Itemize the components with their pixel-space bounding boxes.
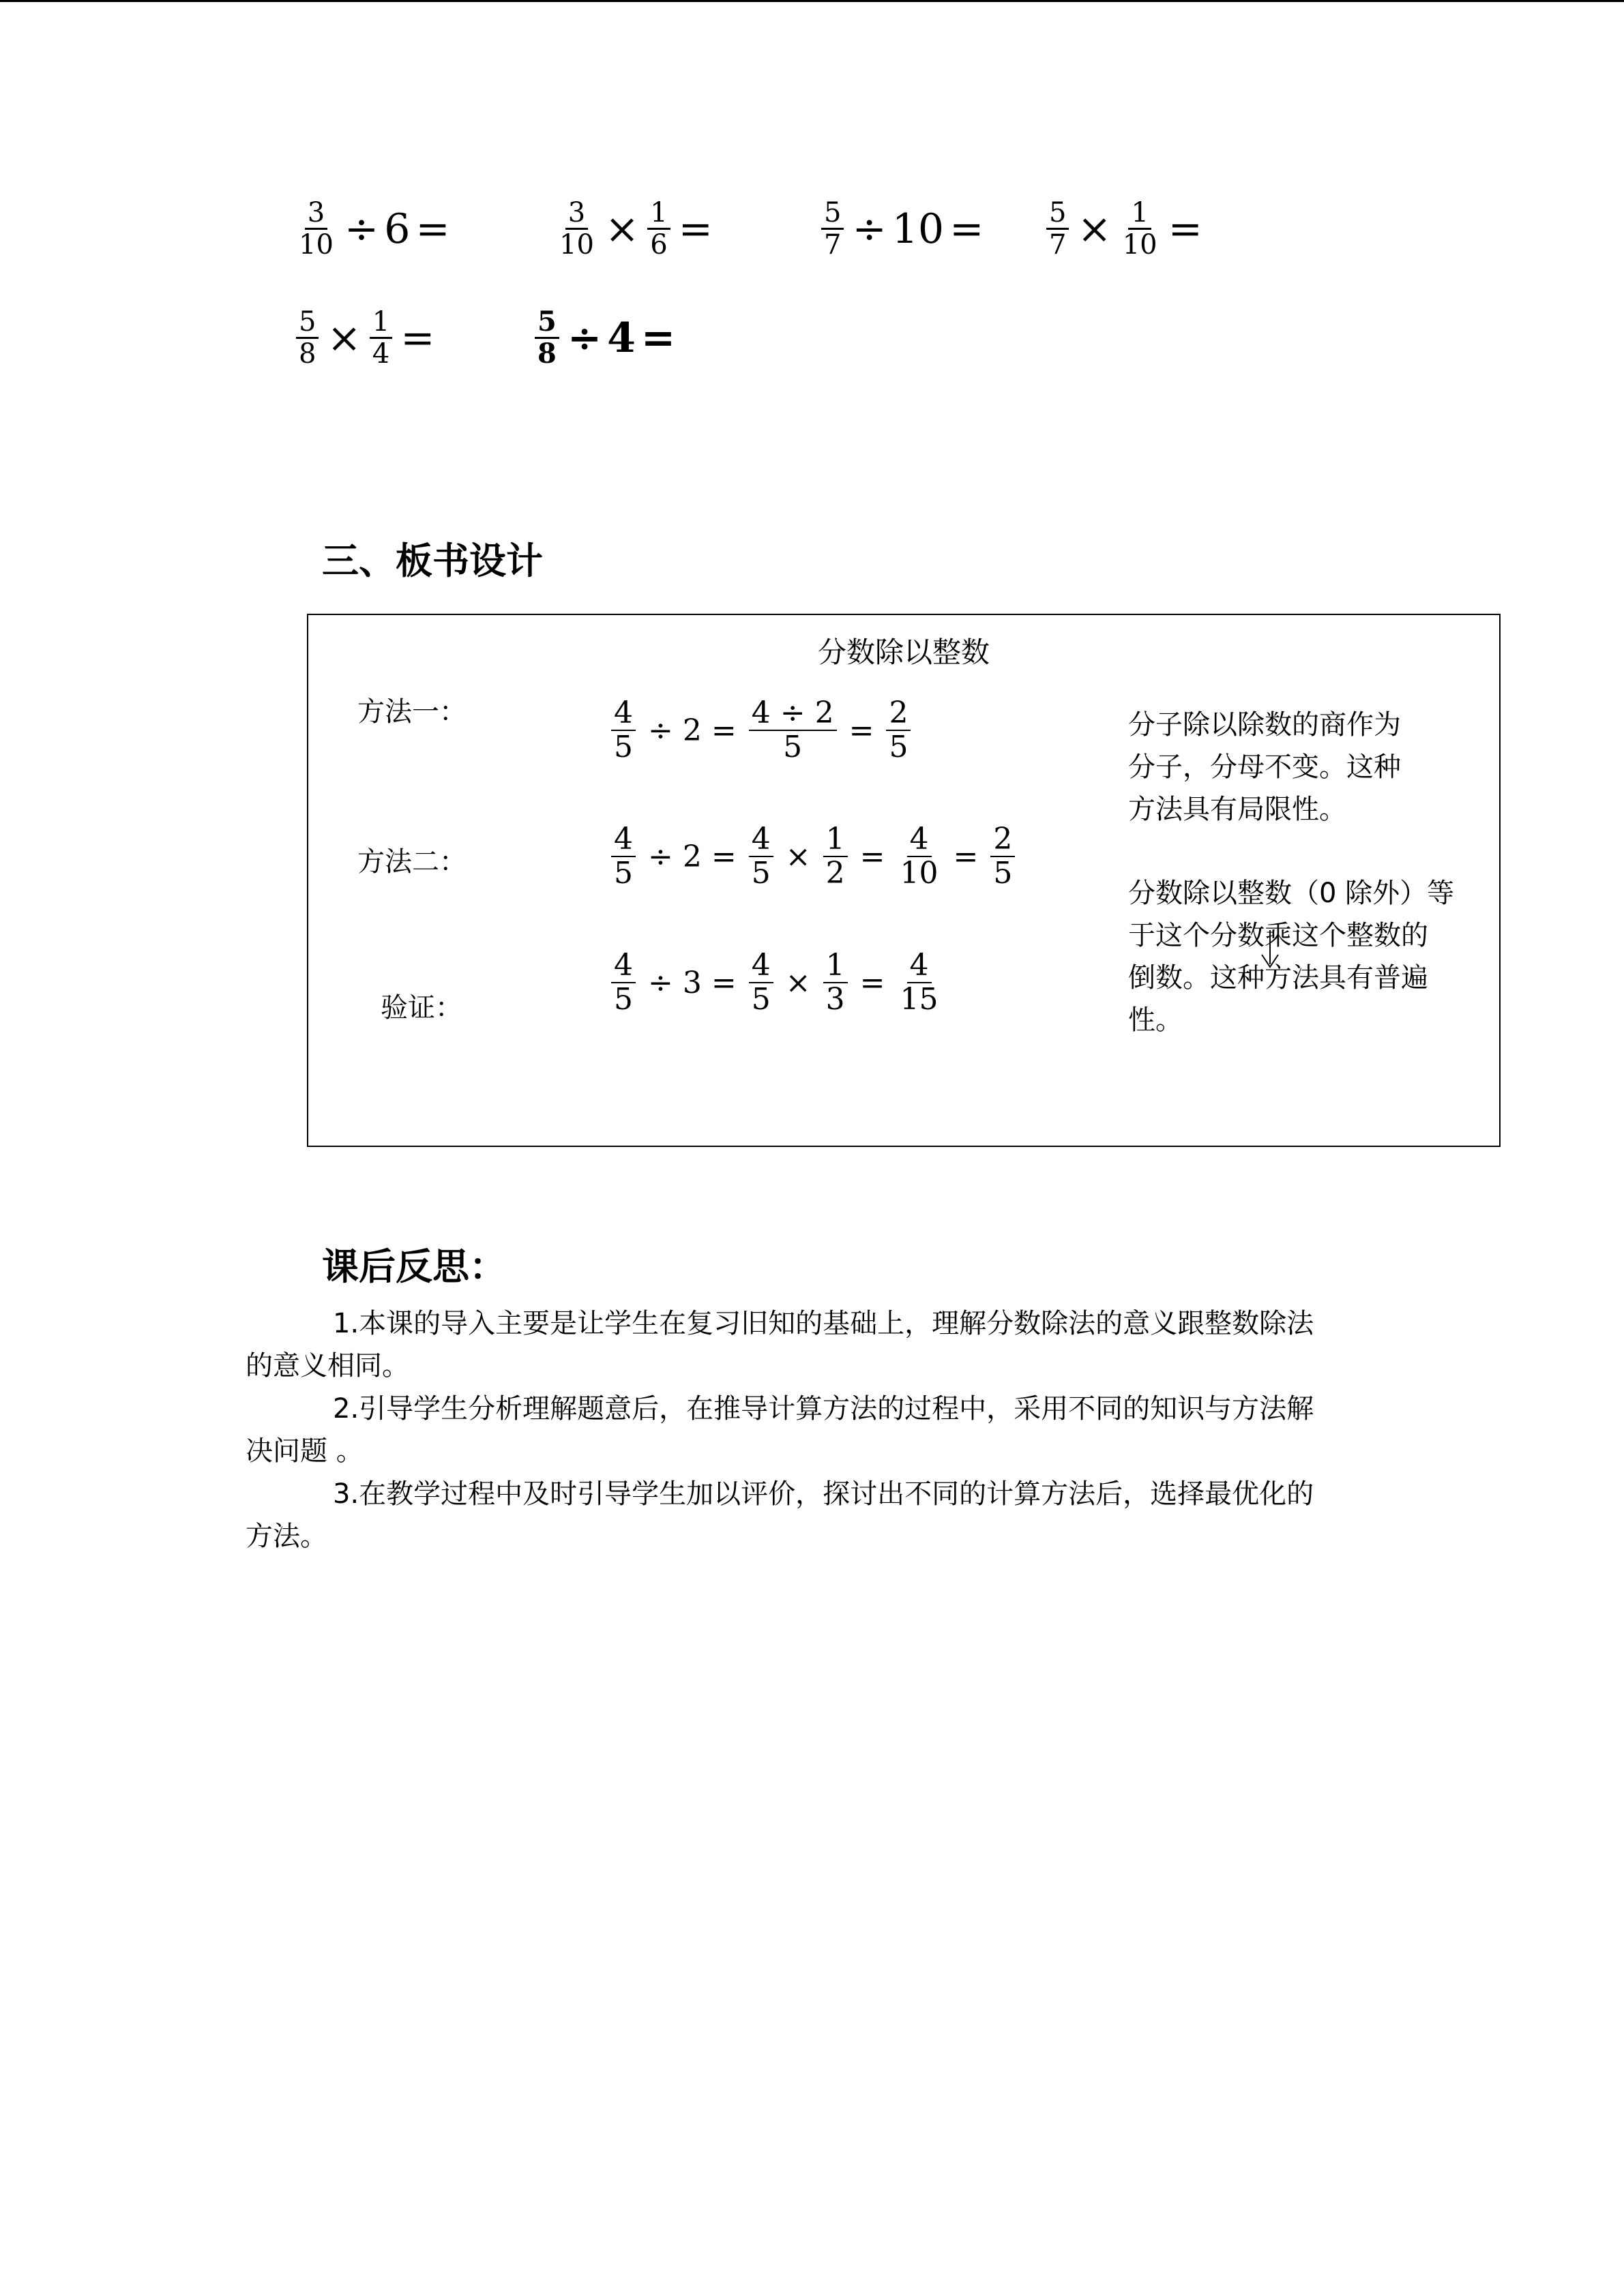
page-top-border bbox=[0, 0, 1624, 2]
verify-equation: $\frac{4}{5}$ ÷ 3 = $\frac{4}{5}$ × $\frac{1}{3}$ = $\frac{4}{15}$ bbox=[608, 949, 944, 1017]
exercise-2: $\frac{3}{10}$ × $\frac{1}{6}$ = bbox=[554, 198, 718, 260]
fraction: $\frac{3}{10}$ bbox=[299, 197, 334, 260]
method2-equation: $\frac{4}{5}$ ÷ 2 = $\frac{4}{5}$ × $\frac{1}{2}$ = $\frac{4}{10}$ = $\frac{2}{5}$ bbox=[608, 823, 1018, 891]
board-title: 分数除以整数 bbox=[817, 636, 990, 669]
section-heading-board-design: 三、板书设计 bbox=[322, 539, 543, 582]
fraction: $\frac{3}{10}$ bbox=[559, 197, 594, 260]
arrow-down-icon bbox=[1258, 929, 1282, 970]
fraction: $\frac{1}{2}$ bbox=[823, 823, 848, 891]
fraction: $\frac{1}{4}$ bbox=[370, 307, 392, 369]
fraction: $\frac{5}{8}$ bbox=[535, 307, 559, 369]
fraction: $\frac{1}{6}$ bbox=[647, 198, 670, 260]
fraction: $\frac{4}{15}$ bbox=[900, 948, 939, 1017]
fraction: $\frac{4}{5}$ bbox=[611, 823, 636, 891]
verify-label: 验证： bbox=[381, 992, 462, 1024]
fraction: $\frac{2}{5}$ bbox=[886, 697, 911, 764]
fraction: $\frac{1}{10}$ bbox=[1122, 197, 1157, 260]
fraction: $\frac{4}{10}$ bbox=[900, 822, 939, 891]
exercise-5: $\frac{5}{8}$ × $\frac{1}{4}$ = bbox=[293, 307, 440, 369]
method1-equation: $\frac{4}{5}$ ÷ 2 = $\frac{4 \div 2}{5}$ = $\frac{2}{5}$ bbox=[608, 697, 913, 764]
method1-note: 分子除以除数的商作为 分子，分母不变。这种 方法具有局限性。 bbox=[1128, 709, 1401, 825]
reflection-paragraph-2: 2.引导学生分析理解题意后，在推导计算方法的过程中，采用不同的知识与方法解 决问题 。 bbox=[246, 1393, 1314, 1467]
method1-label: 方法一： bbox=[357, 696, 467, 728]
fraction: $\frac{4}{5}$ bbox=[749, 949, 773, 1017]
fraction: $\frac{4 \div 2}{5}$ bbox=[749, 697, 837, 764]
fraction: $\frac{2}{5}$ bbox=[990, 823, 1015, 891]
reflection-heading: 课后反思： bbox=[322, 1245, 506, 1288]
fraction: $\frac{4}{5}$ bbox=[749, 823, 773, 891]
exercise-3: $\frac{5}{7}$ ÷ 10 = bbox=[818, 198, 989, 260]
method2-note: 分数除以整数（0 除外）等 于这个分数乘这个整数的 倒数。这种方法具有普遍 性。 bbox=[1128, 878, 1455, 1036]
board-design-box bbox=[307, 614, 1501, 1147]
exercise-1: $\frac{3}{10}$ ÷ 6 = bbox=[293, 198, 456, 260]
method2-label: 方法二： bbox=[357, 846, 467, 878]
fraction: $\frac{1}{3}$ bbox=[823, 949, 848, 1017]
reflection-paragraph-1: 1.本课的导入主要是让学生在复习旧知的基础上，理解分数除法的意义跟整数除法 的意义相同。 bbox=[246, 1308, 1314, 1382]
fraction: $\frac{5}{7}$ bbox=[1046, 198, 1069, 260]
reflection-paragraph-3: 3.在教学过程中及时引导学生加以评价，探讨出不同的计算方法后，选择最优化的 方法。 bbox=[246, 1478, 1314, 1552]
fraction: $\frac{5}{7}$ bbox=[821, 198, 844, 260]
exercise-4: $\frac{5}{7}$ × $\frac{1}{10}$ = bbox=[1044, 198, 1208, 260]
fraction: $\frac{4}{5}$ bbox=[611, 697, 636, 764]
fraction: $\frac{4}{5}$ bbox=[611, 949, 636, 1017]
fraction: $\frac{5}{8}$ bbox=[296, 307, 319, 369]
exercise-6: $\frac{5}{8}$ ÷ 4 = bbox=[532, 307, 681, 369]
